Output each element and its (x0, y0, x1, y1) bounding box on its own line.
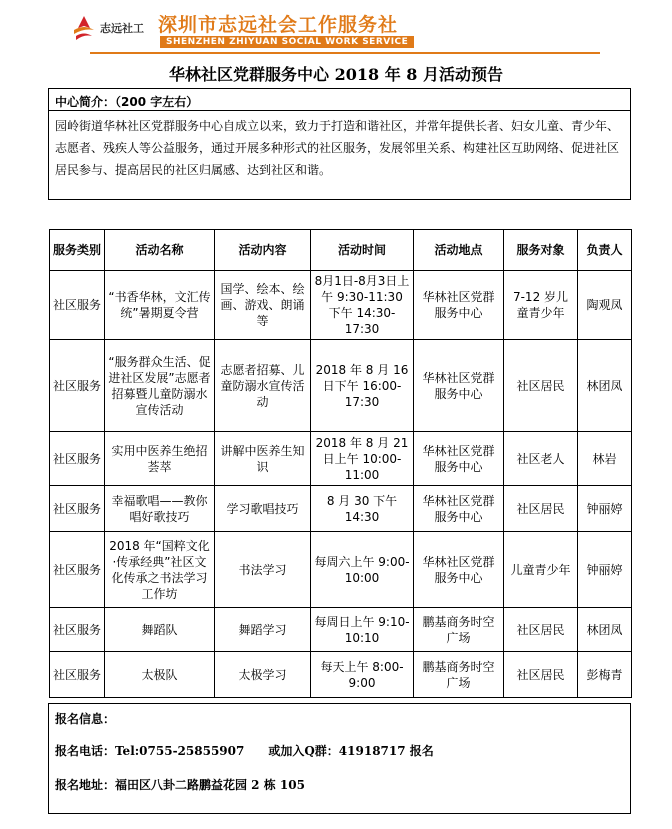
table-cell: 舞蹈队 (105, 608, 215, 652)
header-cell: 服务对象 (504, 230, 578, 271)
table-cell: 社区老人 (504, 432, 578, 486)
table-row (50, 432, 632, 486)
table-cell: 社区服务 (50, 608, 105, 652)
table-row (50, 486, 632, 532)
table-cell: 太极学习 (215, 652, 311, 698)
org-name-en: SHENZHEN ZHIYUAN SOCIAL WORK SERVICE (160, 36, 414, 48)
signup-phone: 报名电话：Tel:0755-25855907 或加入Q群：41918717 报名 (55, 744, 434, 758)
table-cell: 华林社区党群服务中心 (414, 340, 504, 432)
logo-small-text: 志远社工 (100, 22, 144, 35)
header-cell: 负责人 (578, 230, 632, 271)
table-row (50, 532, 632, 608)
table-cell: “书香华林，文汇传统”暑期夏令营 (105, 271, 215, 340)
table-cell: 讲解中医养生知识 (215, 432, 311, 486)
intro-heading: 中心简介：（200 字左右） (49, 89, 630, 111)
table-cell: 鹏基商务时空广场 (414, 652, 504, 698)
table-cell: 华林社区党群服务中心 (414, 532, 504, 608)
signup-address: 报名地址：福田区八卦二路鹏益花园 2 栋 105 (55, 778, 305, 792)
table-cell: 华林社区党群服务中心 (414, 432, 504, 486)
table-cell: 8月1日-8月3日上午 9:30-11:30 下午 14:30-17:30 (311, 271, 414, 340)
table-cell: 社区居民 (504, 340, 578, 432)
signup-heading: 报名信息： (55, 712, 116, 726)
table-cell: “服务群众生活、促进社区发展”志愿者招募暨儿童防溺水宣传活动 (105, 340, 215, 432)
table-cell: 林团凤 (578, 608, 632, 652)
table-cell: 社区服务 (50, 432, 105, 486)
table-header-row (50, 230, 632, 271)
table-cell: 林岩 (578, 432, 632, 486)
page-title: 华林社区党群服务中心 2018 年 8 月活动预告 (169, 65, 503, 84)
table-cell: 钟丽婷 (578, 532, 632, 608)
signup-box (48, 703, 631, 814)
table-cell: 2018 年“国粹文化·传承经典”社区文化传承之书法学习工作坊 (105, 532, 215, 608)
table-cell: 舞蹈学习 (215, 608, 311, 652)
table-cell: 社区服务 (50, 532, 105, 608)
table-cell: 鹏基商务时空广场 (414, 608, 504, 652)
table-row (50, 608, 632, 652)
table-row (50, 340, 632, 432)
table-cell: 实用中医养生绝招荟萃 (105, 432, 215, 486)
table-cell: 社区服务 (50, 271, 105, 340)
table-cell: 书法学习 (215, 532, 311, 608)
table-cell: 社区居民 (504, 486, 578, 532)
table-cell: 华林社区党群服务中心 (414, 271, 504, 340)
intro-text: 园岭街道华林社区党群服务中心自成立以来，致力于打造和谐社区，并常年提供长者、妇女儿童、青少年、志愿者、残疾人等公益服务，通过开展多种形式的社区服务，发展邻里关系、构建社区互助网络、促进社区居民参与、提高居民的社区归属感、达到社区和谐。 (55, 119, 620, 177)
header-divider (90, 52, 600, 54)
table-cell: 每周日上午 9:10-10:10 (311, 608, 414, 652)
header-cell: 服务类别 (50, 230, 105, 271)
table-cell: 社区服务 (50, 652, 105, 698)
table-cell: 太极队 (105, 652, 215, 698)
table-cell: 2018 年 8 月 16 日下午 16:00-17:30 (311, 340, 414, 432)
header-cell: 活动地点 (414, 230, 504, 271)
table-cell: 每天上午 8:00-9:00 (311, 652, 414, 698)
table-cell: 社区服务 (50, 486, 105, 532)
table-row (50, 652, 632, 698)
table-cell: 国学、绘本、绘画、游戏、朗诵等 (215, 271, 311, 340)
table-cell: 彭梅青 (578, 652, 632, 698)
table-cell: 每周六上午 9:00-10:00 (311, 532, 414, 608)
page-header (0, 0, 672, 62)
table-cell: 华林社区党群服务中心 (414, 486, 504, 532)
table-cell: 社区居民 (504, 652, 578, 698)
org-name: 深圳市志远社会工作服务社 (158, 14, 399, 36)
table-cell: 陶观凤 (578, 271, 632, 340)
header-cell: 活动时间 (311, 230, 414, 271)
table-cell: 2018 年 8 月 21 日上午 10:00-11:00 (311, 432, 414, 486)
intro-box (48, 88, 631, 200)
table-cell: 钟丽婷 (578, 486, 632, 532)
table-cell: 8 月 30 下午 14:30 (311, 486, 414, 532)
header-cell: 活动内容 (215, 230, 311, 271)
table-cell: 社区居民 (504, 608, 578, 652)
table-cell: 志愿者招募、儿童防溺水宣传活动 (215, 340, 311, 432)
table-cell: 林团凤 (578, 340, 632, 432)
table-row (50, 271, 632, 340)
table-cell: 幸福歌唱——教你唱好歌技巧 (105, 486, 215, 532)
table-cell: 7-12 岁儿童青少年 (504, 271, 578, 340)
table-cell: 学习歌唱技巧 (215, 486, 311, 532)
table-cell: 社区服务 (50, 340, 105, 432)
table-cell: 儿童青少年 (504, 532, 578, 608)
activity-table (49, 229, 632, 698)
zhiyuan-logo-icon (70, 14, 98, 44)
header-cell: 活动名称 (105, 230, 215, 271)
